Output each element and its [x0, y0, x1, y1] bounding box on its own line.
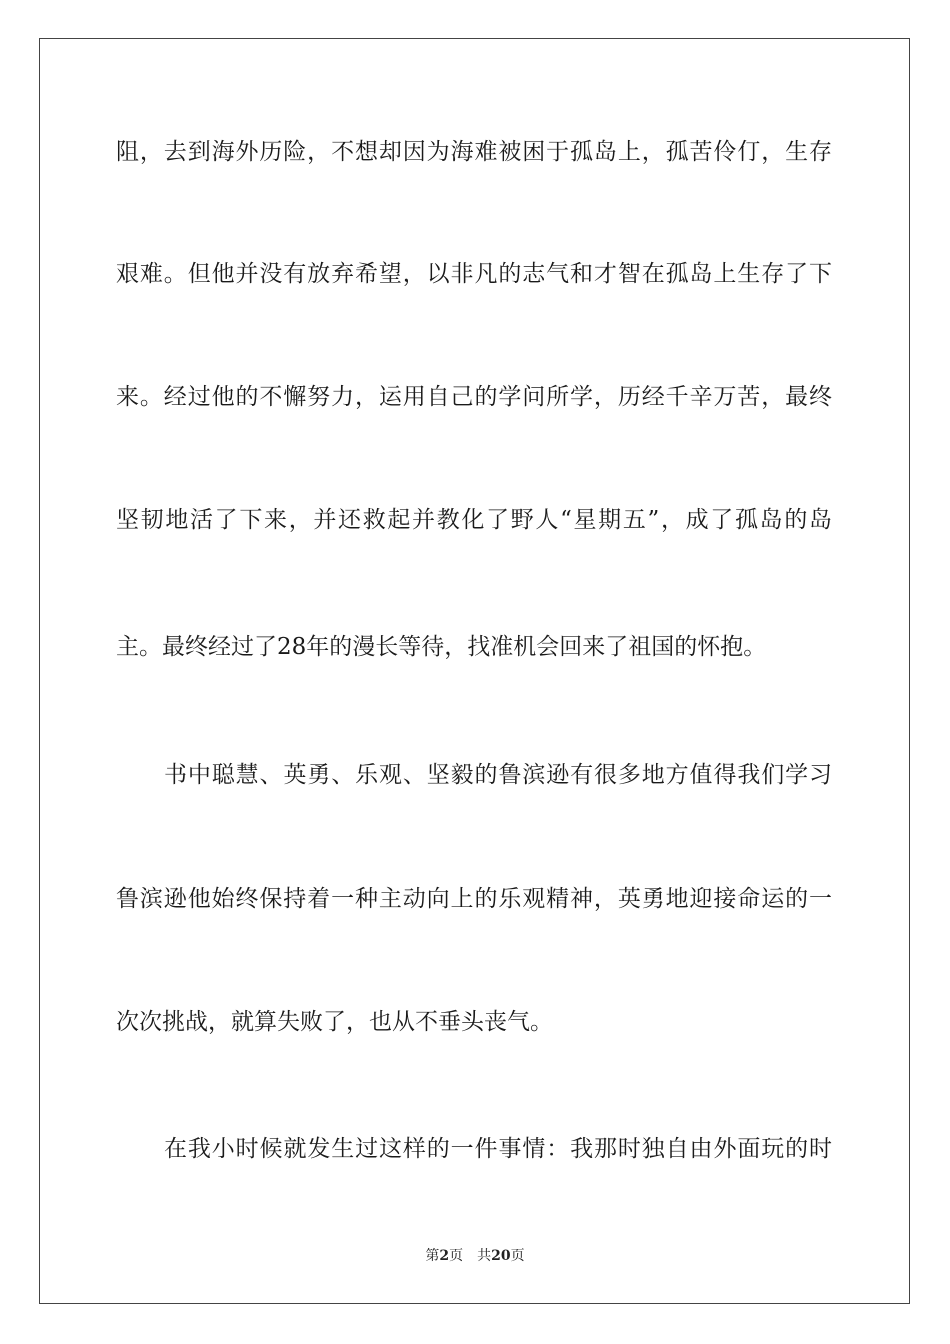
page-border	[39, 38, 910, 1304]
total-pages: 20	[491, 1248, 511, 1264]
paragraph-first-line: 在我小时候就发生过这样的一件事情：我那时独自由外面玩的时	[164, 1136, 832, 1162]
text-line: 来。经过他的不懈努力，运用自己的学问所学，历经千辛万苦，最终	[116, 384, 832, 410]
total-suffix: 页	[510, 1248, 525, 1264]
page-prefix: 第	[425, 1248, 440, 1264]
page-footer	[0, 1247, 950, 1265]
page-number: 2	[439, 1248, 450, 1264]
text-line: 次次挑战，就算失败了，也从不垂头丧气。	[116, 1009, 553, 1035]
text-line: 坚韧地活了下来，并还救起并教化了野人“星期五”，成了孤岛的岛	[116, 507, 832, 533]
text-line: 鲁滨逊他始终保持着一种主动向上的乐观精神，英勇地迎接命运的一	[116, 886, 832, 912]
text-line: 阻，去到海外历险，不想却因为海难被困于孤岛上，孤苦伶仃，生存	[116, 139, 832, 165]
text-line: 艰难。但他并没有放弃希望，以非凡的志气和才智在孤岛上生存了下	[116, 261, 832, 287]
page-suffix: 页	[449, 1248, 464, 1264]
text-line: 主。最终经过了28年的漫长等待，找准机会回来了祖国的怀抱。	[116, 634, 767, 660]
paragraph-first-line: 书中聪慧、英勇、乐观、坚毅的鲁滨逊有很多地方值得我们学习	[164, 762, 832, 788]
total-prefix: 共	[477, 1248, 492, 1264]
